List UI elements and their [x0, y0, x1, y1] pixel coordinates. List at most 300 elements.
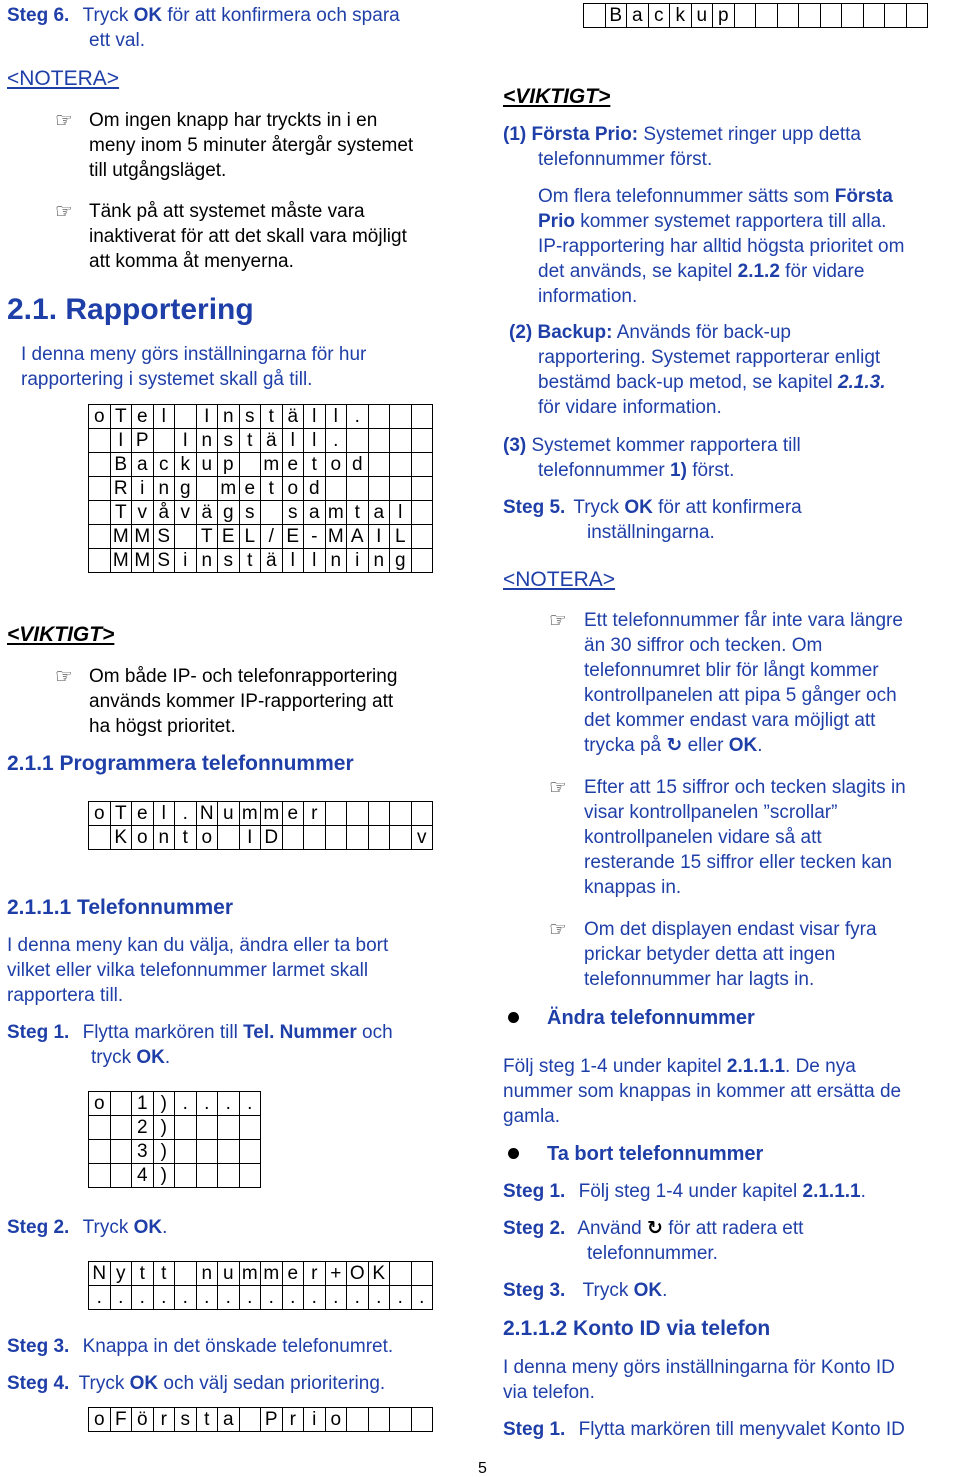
- lcd-cell: [325, 826, 347, 850]
- lcd-cell: [411, 477, 433, 501]
- lcd-menu-backup: [583, 3, 928, 28]
- lcd-cell: s: [175, 1408, 197, 1432]
- lcd-cell: 2: [132, 1116, 154, 1140]
- steg1: Steg 1. Flytta markören till Tel. Nummer och tryck OK.: [7, 1022, 393, 1068]
- lcd-cell: [390, 453, 412, 477]
- note-5: Efter att 15 siffror och tecken slagits in visar kontrollpanelen ”scrollar” kontrollpanelen vidare så att resterande 15 siffror eller tecken kan knappas in.: [584, 777, 906, 898]
- lcd-cell: l: [304, 549, 326, 573]
- lcd-cell: 3: [132, 1140, 154, 1164]
- lcd-cell: I: [239, 826, 261, 850]
- lcd-cell: /: [261, 525, 283, 549]
- lcd-cell: a: [368, 501, 390, 525]
- lcd-cell: n: [196, 549, 218, 573]
- lcd-cell: [89, 429, 111, 453]
- lcd-cell: n: [325, 549, 347, 573]
- note-1: Om ingen knapp har tryckts in i en meny inom 5 minuter återgår systemet till utgångsläget.: [89, 110, 414, 181]
- lcd-cell: T: [110, 802, 132, 826]
- lcd-cell: [756, 4, 778, 28]
- lcd-cell: .: [325, 429, 347, 453]
- lcd-cell: [282, 826, 304, 850]
- lcd-cell: [347, 477, 369, 501]
- lcd-cell: [820, 4, 842, 28]
- lcd-cell: ä: [261, 549, 283, 573]
- pointing-hand-icon: ☞: [55, 664, 73, 688]
- viktigt-label: <VIKTIGT>: [7, 623, 115, 646]
- lcd-row: [89, 549, 433, 573]
- lcd-cell: [347, 802, 369, 826]
- lcd-cell: [347, 1408, 369, 1432]
- lcd-cell: r: [304, 1262, 326, 1286]
- lcd-cell: .: [218, 1286, 240, 1310]
- lcd-cell: [368, 429, 390, 453]
- lcd-cell: [89, 1116, 111, 1140]
- lcd-cell: y: [110, 1262, 132, 1286]
- lcd-row: [89, 525, 433, 549]
- lcd-cell: .: [239, 1286, 261, 1310]
- steg4: Steg 4. Tryck OK och välj sedan prioritering.: [7, 1373, 386, 1394]
- lcd-cell: .: [390, 1286, 412, 1310]
- lcd-cell: e: [282, 802, 304, 826]
- paragraph-konto-id: I denna meny görs inställningarna för Konto ID via telefon.: [503, 1357, 895, 1403]
- pointing-hand-icon: ☞: [549, 775, 567, 799]
- lcd-cell: [390, 405, 412, 429]
- lcd-cell: M: [110, 525, 132, 549]
- lcd-cell: [89, 477, 111, 501]
- lcd-cell: s: [218, 549, 240, 573]
- lcd-cell: [110, 1140, 132, 1164]
- lcd-cell: d: [304, 477, 326, 501]
- lcd-cell: I: [368, 525, 390, 549]
- lcd-cell: u: [691, 4, 713, 28]
- lcd-row: [89, 802, 433, 826]
- lcd-cell: i: [304, 1408, 326, 1432]
- lcd-cell: .: [368, 1286, 390, 1310]
- lcd-cell: ): [153, 1140, 175, 1164]
- lcd-cell: [863, 4, 885, 28]
- lcd-cell: .: [282, 1286, 304, 1310]
- lcd-cell: 1: [132, 1092, 154, 1116]
- lcd-cell: l: [325, 405, 347, 429]
- heading-programmera: 2.1.1 Programmera telefonnummer: [7, 752, 354, 775]
- lcd-cell: m: [239, 1262, 261, 1286]
- paragraph-telefonnummer: I denna meny kan du välja, ändra eller ta bort vilket eller vilka telefonnummer larmet skall rapportera till.: [7, 935, 389, 1006]
- lcd-row: [89, 1116, 261, 1140]
- lcd-cell: [89, 1140, 111, 1164]
- lcd-cell: [885, 4, 907, 28]
- lcd-cell: [799, 4, 821, 28]
- lcd-row: [89, 1286, 433, 1310]
- lcd-cell: t: [261, 477, 283, 501]
- lcd-cell: s: [239, 501, 261, 525]
- lcd-row: [89, 501, 433, 525]
- prio-1: (1) Första Prio: Systemet ringer upp detta telefonnummer först.: [503, 124, 861, 170]
- lcd-cell: I: [175, 429, 197, 453]
- pointing-hand-icon: ☞: [55, 108, 73, 132]
- lcd-cell: t: [347, 501, 369, 525]
- note-4: Ett telefonnummer får inte vara längre än 30 siffror och tecken. Om telefonnumret blir för långt kommer kontrollpanelen att pipa 5 gånger och det kommer endast vara möjligt att trycka på ↻ eller OK.: [584, 610, 903, 756]
- lcd-cell: P: [261, 1408, 283, 1432]
- lcd-cell: E: [282, 525, 304, 549]
- lcd-cell: ö: [132, 1408, 154, 1432]
- lcd-cell: .: [304, 1286, 326, 1310]
- lcd-cell: o: [89, 405, 111, 429]
- lcd-row: [89, 405, 433, 429]
- lcd-cell: å: [153, 501, 175, 525]
- lcd-cell: [239, 1140, 261, 1164]
- lcd-cell: [89, 525, 111, 549]
- lcd-cell: O: [347, 1262, 369, 1286]
- lcd-cell: .: [325, 1286, 347, 1310]
- lcd-cell: I: [196, 405, 218, 429]
- lcd-cell: g: [175, 477, 197, 501]
- lcd-cell: R: [110, 477, 132, 501]
- lcd-cell: o: [132, 826, 154, 850]
- lcd-cell: L: [390, 525, 412, 549]
- lcd-cell: u: [218, 802, 240, 826]
- lcd-cell: [110, 1092, 132, 1116]
- lcd-row: [89, 1408, 433, 1432]
- lcd-cell: [390, 1262, 412, 1286]
- lcd-cell: [175, 1262, 197, 1286]
- lcd-row: [89, 826, 433, 850]
- lcd-cell: [239, 1164, 261, 1188]
- lcd-cell: [196, 1116, 218, 1140]
- lcd-cell: K: [368, 1262, 390, 1286]
- lcd-cell: [390, 802, 412, 826]
- lcd-cell: [411, 802, 433, 826]
- lcd-cell: e: [282, 1262, 304, 1286]
- r-steg3: Steg 3. Tryck OK.: [503, 1280, 668, 1301]
- lcd-cell: [325, 802, 347, 826]
- lcd-cell: s: [239, 405, 261, 429]
- lcd-menu-rapportering: [88, 404, 433, 573]
- lcd-cell: d: [347, 453, 369, 477]
- lcd-cell: I: [110, 429, 132, 453]
- steg6: Steg 6. Tryck OK för att konfirmera och spara ett val.: [7, 5, 400, 51]
- lcd-cell: o: [89, 1408, 111, 1432]
- lcd-cell: t: [239, 549, 261, 573]
- lcd-cell: T: [110, 405, 132, 429]
- lcd-cell: k: [175, 453, 197, 477]
- lcd-cell: [368, 477, 390, 501]
- lcd-cell: o: [325, 1408, 347, 1432]
- lcd-cell: u: [218, 1262, 240, 1286]
- lcd-cell: [584, 4, 606, 28]
- lcd-cell: n: [218, 405, 240, 429]
- lcd-cell: n: [153, 826, 175, 850]
- lcd-cell: ): [153, 1164, 175, 1188]
- lcd-cell: l: [304, 405, 326, 429]
- bullet-icon: [508, 1148, 519, 1159]
- lcd-cell: e: [132, 405, 154, 429]
- lcd-cell: S: [153, 549, 175, 573]
- lcd-cell: [325, 477, 347, 501]
- lcd-cell: .: [411, 1286, 433, 1310]
- lcd-cell: [89, 549, 111, 573]
- lcd-cell: n: [196, 429, 218, 453]
- lcd-cell: [304, 826, 326, 850]
- lcd-cell: [411, 453, 433, 477]
- bullet-icon: [508, 1012, 519, 1023]
- prio-3: (3) Systemet kommer rapportera till telefonnummer 1) först.: [503, 435, 801, 481]
- note-3: Om både IP- och telefonrapportering används kommer IP-rapportering att ha högst prioritet.: [89, 666, 398, 737]
- lcd-cell: m: [239, 802, 261, 826]
- lcd-cell: [411, 405, 433, 429]
- lcd-cell: v: [175, 501, 197, 525]
- lcd-menu-numbers: [88, 1091, 261, 1188]
- lcd-row: [584, 4, 928, 28]
- prio-1-details: Om flera telefonnummer sätts som Första Prio kommer systemet rapportera till alla. IP-rapportering har alltid högsta prioritet om det används, se kapitel 2.1.2 för vidare information.: [538, 186, 905, 307]
- lcd-cell: B: [110, 453, 132, 477]
- note-2: Tänk på att systemet måste vara inaktiverat för att det skall vara möjligt att komma åt menyerna.: [89, 201, 407, 272]
- lcd-cell: ): [153, 1116, 175, 1140]
- lcd-cell: [175, 525, 197, 549]
- lcd-cell: t: [132, 1262, 154, 1286]
- lcd-cell: P: [132, 429, 154, 453]
- lcd-menu-telnummer: [88, 801, 433, 850]
- lcd-cell: u: [196, 453, 218, 477]
- lcd-row: [89, 429, 433, 453]
- lcd-cell: [368, 1408, 390, 1432]
- lcd-cell: l: [153, 802, 175, 826]
- lcd-cell: [347, 826, 369, 850]
- lcd-cell: M: [110, 549, 132, 573]
- lcd-cell: t: [261, 405, 283, 429]
- lcd-cell: ä: [282, 405, 304, 429]
- lcd-cell: e: [282, 453, 304, 477]
- lcd-cell: a: [132, 453, 154, 477]
- lcd-row: [89, 1140, 261, 1164]
- r-steg2: Steg 2. Använd ↻ för att radera ett telefonnummer.: [503, 1217, 804, 1264]
- lcd-cell: [175, 1164, 197, 1188]
- lcd-cell: [261, 501, 283, 525]
- lcd-cell: .: [261, 1286, 283, 1310]
- lcd-cell: l: [304, 429, 326, 453]
- lcd-cell: L: [239, 525, 261, 549]
- lcd-cell: F: [110, 1408, 132, 1432]
- lcd-cell: ä: [261, 429, 283, 453]
- pointing-hand-icon: ☞: [55, 199, 73, 223]
- lcd-cell: t: [304, 453, 326, 477]
- lcd-row: [89, 477, 433, 501]
- lcd-cell: [411, 1408, 433, 1432]
- lcd-cell: a: [218, 1408, 240, 1432]
- lcd-cell: [411, 525, 433, 549]
- lcd-cell: N: [89, 1262, 111, 1286]
- lcd-cell: .: [218, 1092, 240, 1116]
- lcd-cell: [218, 826, 240, 850]
- lcd-cell: 4: [132, 1164, 154, 1188]
- lcd-cell: .: [153, 1286, 175, 1310]
- lcd-cell: [411, 1262, 433, 1286]
- paragraph-andra: Följ steg 1-4 under kapitel 2.1.1.1. De nya nummer som knappas in kommer att ersätta de gamla.: [503, 1056, 902, 1127]
- lcd-cell: [175, 405, 197, 429]
- lcd-cell: l: [282, 429, 304, 453]
- lcd-cell: n: [153, 477, 175, 501]
- lcd-cell: .: [175, 802, 197, 826]
- lcd-cell: [390, 826, 412, 850]
- lcd-cell: c: [153, 453, 175, 477]
- lcd-cell: [89, 826, 111, 850]
- lcd-cell: .: [196, 1286, 218, 1310]
- lcd-cell: p: [713, 4, 735, 28]
- lcd-cell: .: [239, 1092, 261, 1116]
- lcd-row: [89, 1092, 261, 1116]
- lcd-cell: [368, 453, 390, 477]
- lcd-cell: .: [196, 1092, 218, 1116]
- notera-label: <NOTERA>: [7, 67, 120, 90]
- lcd-cell: [411, 429, 433, 453]
- lcd-cell: [218, 1116, 240, 1140]
- lcd-cell: i: [132, 477, 154, 501]
- heading-ta-bort-telefonnummer: Ta bort telefonnummer: [547, 1143, 764, 1165]
- lcd-cell: [175, 1116, 197, 1140]
- heading-konto-id: 2.1.1.2 Konto ID via telefon: [503, 1317, 771, 1340]
- lcd-cell: [368, 405, 390, 429]
- lcd-cell: ): [153, 1092, 175, 1116]
- lcd-cell: K: [110, 826, 132, 850]
- steg5: Steg 5. Tryck OK för att konfirmera inställningarna.: [503, 497, 802, 543]
- lcd-cell: [842, 4, 864, 28]
- lcd-cell: m: [261, 802, 283, 826]
- r-steg1: Steg 1. Följ steg 1-4 under kapitel 2.1.1.1.: [503, 1181, 866, 1202]
- lcd-cell: [906, 4, 928, 28]
- lcd-cell: [196, 477, 218, 501]
- pointing-hand-icon: ☞: [549, 917, 567, 941]
- lcd-cell: [196, 1164, 218, 1188]
- lcd-cell: g: [218, 501, 240, 525]
- lcd-cell: .: [175, 1286, 197, 1310]
- lcd-cell: o: [325, 453, 347, 477]
- lcd-cell: [218, 1140, 240, 1164]
- lcd-cell: .: [347, 1286, 369, 1310]
- lcd-cell: a: [627, 4, 649, 28]
- lcd-cell: m: [261, 1262, 283, 1286]
- lcd-cell: l: [390, 501, 412, 525]
- viktigt-label: <VIKTIGT>: [503, 85, 611, 108]
- lcd-cell: n: [196, 1262, 218, 1286]
- lcd-cell: s: [282, 501, 304, 525]
- lcd-cell: i: [347, 549, 369, 573]
- lcd-cell: e: [132, 802, 154, 826]
- prio-2: (2) Backup: Används för back-up rapportering. Systemet rapporterar enligt bestämd back-up metod, se kapitel 2.1.3. för vidare information.: [509, 322, 886, 418]
- lcd-cell: [390, 477, 412, 501]
- lcd-cell: t: [196, 1408, 218, 1432]
- lcd-cell: t: [175, 826, 197, 850]
- lcd-cell: -: [304, 525, 326, 549]
- lcd-cell: M: [325, 525, 347, 549]
- lcd-cell: [777, 4, 799, 28]
- lcd-cell: E: [218, 525, 240, 549]
- lcd-cell: N: [196, 802, 218, 826]
- back-arrow-icon: ↻: [647, 1217, 663, 1239]
- lcd-cell: [368, 802, 390, 826]
- lcd-cell: .: [89, 1286, 111, 1310]
- lcd-cell: r: [282, 1408, 304, 1432]
- heading-rapportering: 2.1. Rapportering: [7, 293, 254, 326]
- back-arrow-icon: ↻: [666, 734, 683, 756]
- lcd-cell: v: [411, 826, 433, 850]
- lcd-cell: D: [261, 826, 283, 850]
- lcd-menu-forsta-prio: [88, 1407, 433, 1432]
- lcd-cell: m: [325, 501, 347, 525]
- lcd-cell: c: [648, 4, 670, 28]
- lcd-cell: +: [325, 1262, 347, 1286]
- lcd-cell: [110, 1116, 132, 1140]
- lcd-cell: r: [153, 1408, 175, 1432]
- lcd-cell: [239, 1408, 261, 1432]
- lcd-cell: l: [282, 549, 304, 573]
- lcd-cell: n: [368, 549, 390, 573]
- lcd-cell: T: [110, 501, 132, 525]
- lcd-cell: o: [282, 477, 304, 501]
- lcd-cell: t: [153, 1262, 175, 1286]
- lcd-cell: [175, 1140, 197, 1164]
- lcd-cell: p: [218, 453, 240, 477]
- lcd-cell: [390, 1408, 412, 1432]
- lcd-cell: [153, 429, 175, 453]
- lcd-cell: [390, 429, 412, 453]
- lcd-cell: [368, 826, 390, 850]
- r-steg1b: Steg 1. Flytta markören till menyvalet Konto ID: [503, 1419, 905, 1440]
- lcd-cell: [89, 453, 111, 477]
- lcd-cell: o: [196, 826, 218, 850]
- lcd-cell: [411, 501, 433, 525]
- lcd-cell: o: [89, 802, 111, 826]
- lcd-cell: [239, 1116, 261, 1140]
- lcd-row: [89, 1164, 261, 1188]
- lcd-cell: B: [605, 4, 627, 28]
- lcd-cell: m: [261, 453, 283, 477]
- steg3: Steg 3. Knappa in det önskade telefonumret.: [7, 1336, 394, 1357]
- lcd-cell: g: [390, 549, 412, 573]
- lcd-cell: [196, 1140, 218, 1164]
- lcd-cell: M: [132, 525, 154, 549]
- lcd-cell: r: [304, 802, 326, 826]
- lcd-cell: e: [239, 477, 261, 501]
- lcd-cell: [347, 429, 369, 453]
- notera-label: <NOTERA>: [503, 568, 616, 591]
- lcd-cell: l: [153, 405, 175, 429]
- lcd-cell: ä: [196, 501, 218, 525]
- lcd-row: [89, 1262, 433, 1286]
- lcd-cell: s: [218, 429, 240, 453]
- lcd-cell: T: [196, 525, 218, 549]
- page-number: 5: [478, 1460, 487, 1477]
- lcd-cell: t: [239, 429, 261, 453]
- lcd-menu-nytt-nummer: [88, 1261, 433, 1310]
- lcd-row: [89, 453, 433, 477]
- heading-andra-telefonnummer: Ändra telefonnummer: [547, 1007, 755, 1029]
- intro-paragraph: I denna meny görs inställningarna för hur rapportering i systemet skall gå till.: [21, 344, 367, 390]
- lcd-cell: [239, 453, 261, 477]
- lcd-cell: .: [347, 405, 369, 429]
- lcd-cell: [411, 549, 433, 573]
- lcd-cell: v: [132, 501, 154, 525]
- lcd-cell: [218, 1164, 240, 1188]
- steg2: Steg 2. Tryck OK.: [7, 1217, 168, 1238]
- lcd-cell: [734, 4, 756, 28]
- lcd-cell: .: [175, 1092, 197, 1116]
- lcd-cell: k: [670, 4, 692, 28]
- lcd-cell: .: [110, 1286, 132, 1310]
- lcd-cell: i: [175, 549, 197, 573]
- lcd-cell: A: [347, 525, 369, 549]
- lcd-cell: [89, 1164, 111, 1188]
- lcd-cell: a: [304, 501, 326, 525]
- lcd-cell: M: [132, 549, 154, 573]
- lcd-cell: .: [132, 1286, 154, 1310]
